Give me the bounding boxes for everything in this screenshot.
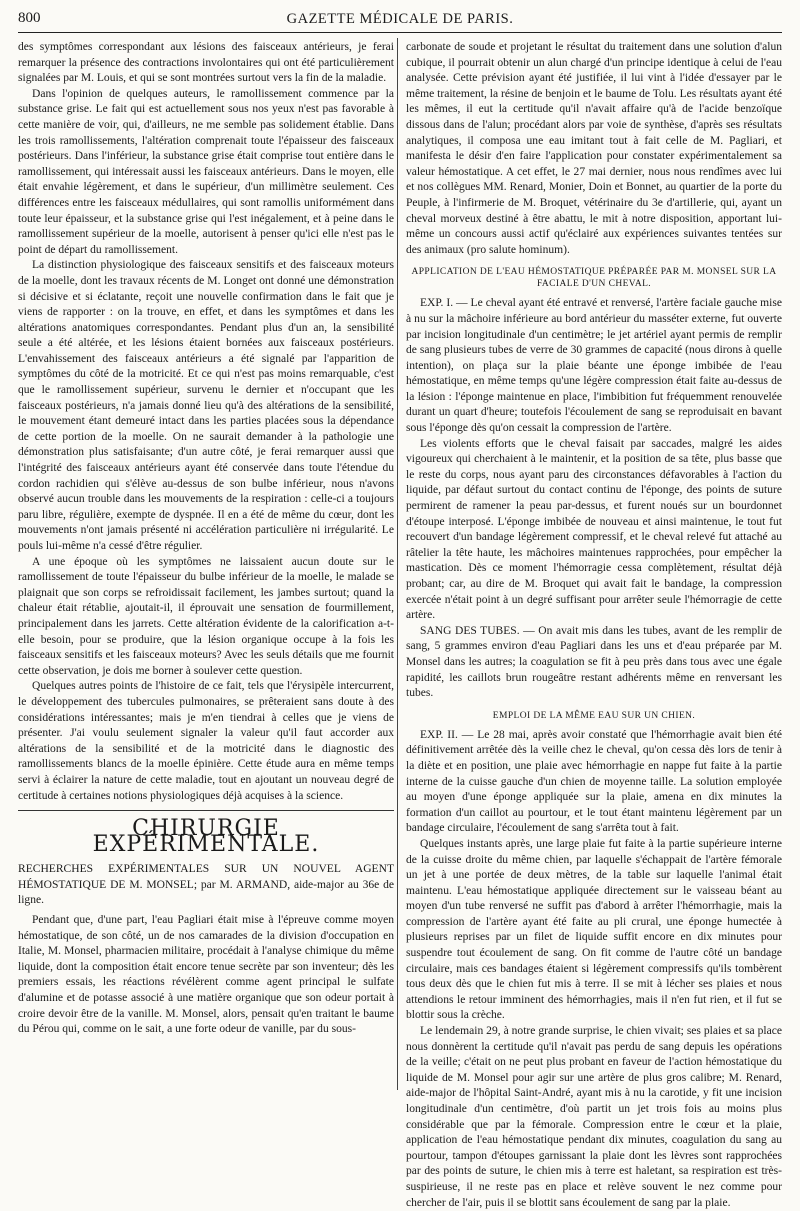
- article-title: RECHERCHES EXPÉRIMENTALES SUR UN NOUVEL AGENT HÉMOSTATIQUE DE M. MONSEL; par M. ARMAND, aide-major au 36e de ligne.: [18, 863, 394, 907]
- column-divider: [397, 38, 398, 1090]
- subsection-heading: APPLICATION DE L'EAU HÉMOSTATIQUE PRÉPARÉE PAR M. MONSEL SUR LA FACIALE D'UN CHEVAL.: [411, 267, 777, 290]
- paragraph: Le lendemain 29, à notre grande surprise, le chien vivait; ses plaies et sa place nous donnèrent la certitude qu'il n'avait pas perdu de sang depuis les opérations de la veille; c'était on ne peut plus probant en faveur de l'action hémostatique du liquide de M. Monsel pour agir sur une artère de plus gros calibre; M. Renard, aide-major de l'hôpital Saint-André, ayant mis à nu la carotide, y fit une incision longitudinale d'un centimètre, d'où partit un jet trois fois au moins plus considérable que par la fémorale. Compression entre le cœur et la plaie, application de l'eau hémostatique pendant dix minutes, coagulation du sang au pourtour, tampon d'étoupes garnissant la plaie dont les lèvres sont rapprochées par des points de suture, le chien mis à terre est haletant, sa respiration est très-suspirieuse, il ne reste pas en place et relève souvent le nez comme pour chercher de l'air, puis il se blottit sans écoulement de sang par la plaie.: [406, 1025, 782, 1209]
- paragraph: Dans l'opinion de quelques auteurs, le ramollissement commence par la substance grise. Le fait qui est actuellement sous nos yeux n'est pas favorable à cette manière de voir, qui, d'ailleurs, ne me semble pas solidement établie. Dans les trois ramollissements, l'altération comprenait toute l'épaisseur des faisceaux postérieurs. Dans l'inférieur, la substance grise était comprise tout entière dans le ramollissement, qui intéressait aussi les faisceaux antérieurs. Dans le moyen, elle était envahie légèrement, et dans le supérieur, d'un millimètre seulement. Ces différences entre les faisceaux médullaires, qui sont ramollis uniformément dans toute leur épaisseur, et la substance grise qui l'est inégalement, et à peine dans le ramollissement supérieur de la moelle, autorisent à penser qu'ici elle n'est pas le point de départ du ramollissement.: [18, 87, 394, 256]
- paragraph: Les violents efforts que le cheval faisait par saccades, malgré les aides vigoureux qui cherchaient à le maintenir, et la position de sa tête, plus basse que le reste du corps, nous ayant paru des circonstances défavorables à l'action du liquide, par défaut surtout du contact continu de l'éponge, des points de suture permirent de ramener la peau par-dessus, et furent noués sur un bourdonnet d'étoupe interposé. L'éponge imbibée de nouveau et ainsi maintenue, le tout fut recouvert d'un bandage légèrement compressif, et le cheval relevé fut attaché au râtelier la tête haute, les mâchoires maintenues rapprochées, pour empêcher la mastication. Dès ce moment l'hémorragie cessa complètement, résultat déjà probant; car, au dire de M. Broquet qui avait fait le bandage, la compression exercée n'était point à un degré suffisant pour arrêter seule l'hémorragie de cette artère.: [406, 437, 782, 622]
- paragraph: Quelques instants après, une large plaie fut faite à la partie supérieure interne de la cuisse droite du même chien, par laquelle s'échappait de l'artère fémorale un jet à une portée de deux mètres, de la table sur laquelle l'animal était maintenu. L'eau hémostatique appliquée directement sur le vaisseau béant au moyen d'un tube renversé ne suffit pas d'abord à arrêter l'hémorrhagie, mais la compression de l'artère ayant été faite au pli crural, une éponge humectée à plusieurs reprises par un filet de liquide suffit encore en dix minutes pour suspendre tout écoulement de sang. On fit comme de l'autre côté un bandage circulaire, mais ces bandages étaient si légèrement compressifs qu'ils tombèrent tous deux dès que le chien fut mis à terre. Il se mit à lécher ses plaies et nous attendions le retour imminent des hémorrhagies, mais il n'en fut rien, et il fut se blottir sous la crèche.: [406, 837, 782, 1022]
- paragraph: Pendant que, d'une part, l'eau Pagliari était mise à l'épreuve comme moyen hémostatique, de son côté, un de nos camarades de la division d'occupation en Italie, M. Monsel, pharmacien militaire, procédait à l'analyse chimique du même liquide, dont la composition était encore tenue secrète par son inventeur; dès les premiers essais, les réactions révélèrent comme agent principal le sulfate d'alumine et de potasse associé à une matière organique que son odeur portait à croire devoir être de la vanille. M. Monsel, alors, pensait qu'en traitant le baume du Pérou qui, comme on le sait, a une forte odeur de vanille, par du sous-: [18, 914, 394, 1036]
- journal-title: GAZETTE MÉDICALE DE PARIS.: [286, 11, 514, 27]
- paragraph: des symptômes correspondant aux lésions des faisceaux antérieurs, je ferai remarquer la présence des contractions involontaires qui ont été particulièrement signalées par M. Louis, et qui se sont montrées surtout vers la fin de la maladie.: [18, 41, 394, 85]
- paragraph: EXP. II. — Le 28 mai, après avoir constaté que l'hémorrhagie avait bien été définitivement arrêtée dès la veille chez le cheval, qu'on cessa dès lors de tenir à la diète et en position, une plaie avec hémorrhagie en nappe fut faite à la partie interne de la cuisse gauche d'un chien de moyenne taille. La solution employée au moyen d'une éponge appliquée sur la plaie, amena en dix minutes la formation d'un caillot au pourtour, et le tout étant maintenu légèrement par un bandage circulaire, l'écoulement de sang s'arrêta tout à fait.: [406, 728, 782, 835]
- left-column: [18, 40, 394, 1090]
- section-title: CHIRURGIE EXPÉRIMENTALE.: [92, 816, 320, 857]
- section-rule: [18, 810, 394, 811]
- paragraph: carbonate de soude et projetant le résultat du traitement dans une solution d'alun cubique, il pourrait obtenir un alun chargé d'un principe identique à celui de l'eau analysée. Cette prévision ayant été justifiée, il lui vint à l'idée d'essayer par le même traitement, la résine de benjoin et le baume de Tolu. Les résultats ayant été les mêmes, il eut la certitude qu'il n'avait affaire qu'à de l'acide benzoïque dissous dans de l'alun; procédant alors par voie de synthèse, d'après ses résultats analytiques, il composa une eau imitant tout à fait celle de M. Pagliari, et manifesta le désir d'en faire l'application pour constater expérimentalement sa valeur hémostatique. A cet effet, le 27 mai dernier, nous nous rendîmes avec lui et nos collègues MM. Renard, Monier, Doin et Bonnet, au quartier de la porte du Peuple, à l'infirmerie de M. Broquet, vétérinaire du 3e d'artillerie, qui, ayant un cheval morveux destiné à être abattu, le mit à notre disposition, apportant lui-même un concours aussi actif qu'éclairé aux expériences suivantes tentées sur des animaux (pro salute hominum).: [406, 41, 782, 256]
- page-header: [18, 8, 782, 33]
- paragraph: La distinction physiologique des faisceaux sensitifs et des faisceaux moteurs de la moelle, dont les travaux récents de M. Longet ont donné une démonstration si décisive et si éclatante, reçoit une nouvelle confirmation dans le fait que je viens de rapporter : on la trouve, en effet, et dans les symptômes et dans les altérations anatomiques correspondantes. Pendant plus d'un an, la sensibilité seule a été altérée, et les lésions étaient bornées aux faisceaux postérieurs. L'envahissement des faisceaux antérieurs a été signalé par l'apparition de symptômes du côté de la motricité. Et ce qui n'est pas moins remarquable, c'est que le ramollissement supérieur, survenu le dernier et n'occupant que les faisceaux postérieurs, n'a jamais donné lieu qu'à des altérations de la sensibilité, le mouvement étant demeuré intact dans les parties placées sous la dépendance de cette portion de la moelle. On ne saurait demander à la pathologie une démonstration plus satisfaisante; d'un autre côté, je ferai remarquer aussi que l'intégrité des faisceaux antérieurs ayant été conservée dans toute l'étendue du cordon rachidien qui s'élève au-dessus de son bulbe inférieur, nous n'avons observé aucun trouble dans les mouvements de la respiration : celle-ci a toujours paru libre, régulière, exempte de dyspnée. Il en a été de même du cœur, dont les mouvements n'ont jamais présenté ni accélération particulière ni irrégularité. Le pouls lui-même n'a cessé d'être régulier.: [18, 259, 394, 552]
- page-number: 800: [18, 10, 41, 26]
- paragraph: SANG DES TUBES. — On avait mis dans les tubes, avant de les remplir de sang, 5 grammes environ d'eau Pagliari dans les uns et d'eau préparée par M. Monsel dans les autres; la coagulation se fit à peu près dans tous avec une égale rapidité, les caillots brun rougeâtre restant adhérents même en renversant les tubes.: [406, 624, 782, 700]
- paragraph: Quelques autres points de l'histoire de ce fait, tels que l'érysipèle intercurrent, le développement des tubercules pulmonaires, se prêteraient sans doute à des considérations intéressantes; mais je m'en tiendrai à celles que je viens de présenter. J'ai voulu seulement signaler la valeur qu'il faut accorder aux altérations de la sensibilité et de la motricité dans le diagnostic des ramollissements blancs de la moelle épinière. Cette étude aura en même temps servi à éclairer la nature de cette maladie, tout en ajoutant un nouveau degré de certitude à certaines notions physiologiques déjà acquises à la science.: [18, 680, 394, 802]
- right-column: [406, 40, 782, 1209]
- subsection-heading: EMPLOI DE LA MÊME EAU SUR UN CHIEN.: [492, 710, 696, 721]
- paragraph: EXP. I. — Le cheval ayant été entravé et renversé, l'artère faciale gauche mise à nu sur la mâchoire inférieure au bord antérieur du masséter externe, fut ouverte par incision longitudinale d'un centimètre; le jet artériel ayant permis de remplir de sang plusieurs tubes de verre de 30 grammes de capacité (nous dirons à quelle intention), on plaça sur la plaie béante une éponge imbibée de l'eau hémostatique, en même temps qu'une légère compression était faite au-dessus de la lésion : l'éponge maintenue en place, l'imbibition fut fréquemment renouvelée durant un quart d'heure; toutefois l'écoulement de sang se reproduisait en bavant sous l'éponge dès qu'on cessait la compression de l'artère.: [406, 297, 782, 435]
- paragraph: A une époque où les symptômes ne laissaient aucun doute sur le ramollissement de toute l'épaisseur du bulbe inférieur de la moelle, le malade se plaignait que son corps se refroidissait facilement, les jambes surtout; quand la chaleur était rétablie, ajoutait-il, il éprouvait une sensation de fourmillement, principalement dans les jarrets. Cette altération évidente de la calorification a-t-elle besoin, pour se produire, que la lésion organique occupe à la fois les faisceaux sensitifs et les faisceaux moteurs? Avec les seuls détails que me fournit cette observation, je dois me borner à soulever cette question.: [18, 555, 394, 677]
